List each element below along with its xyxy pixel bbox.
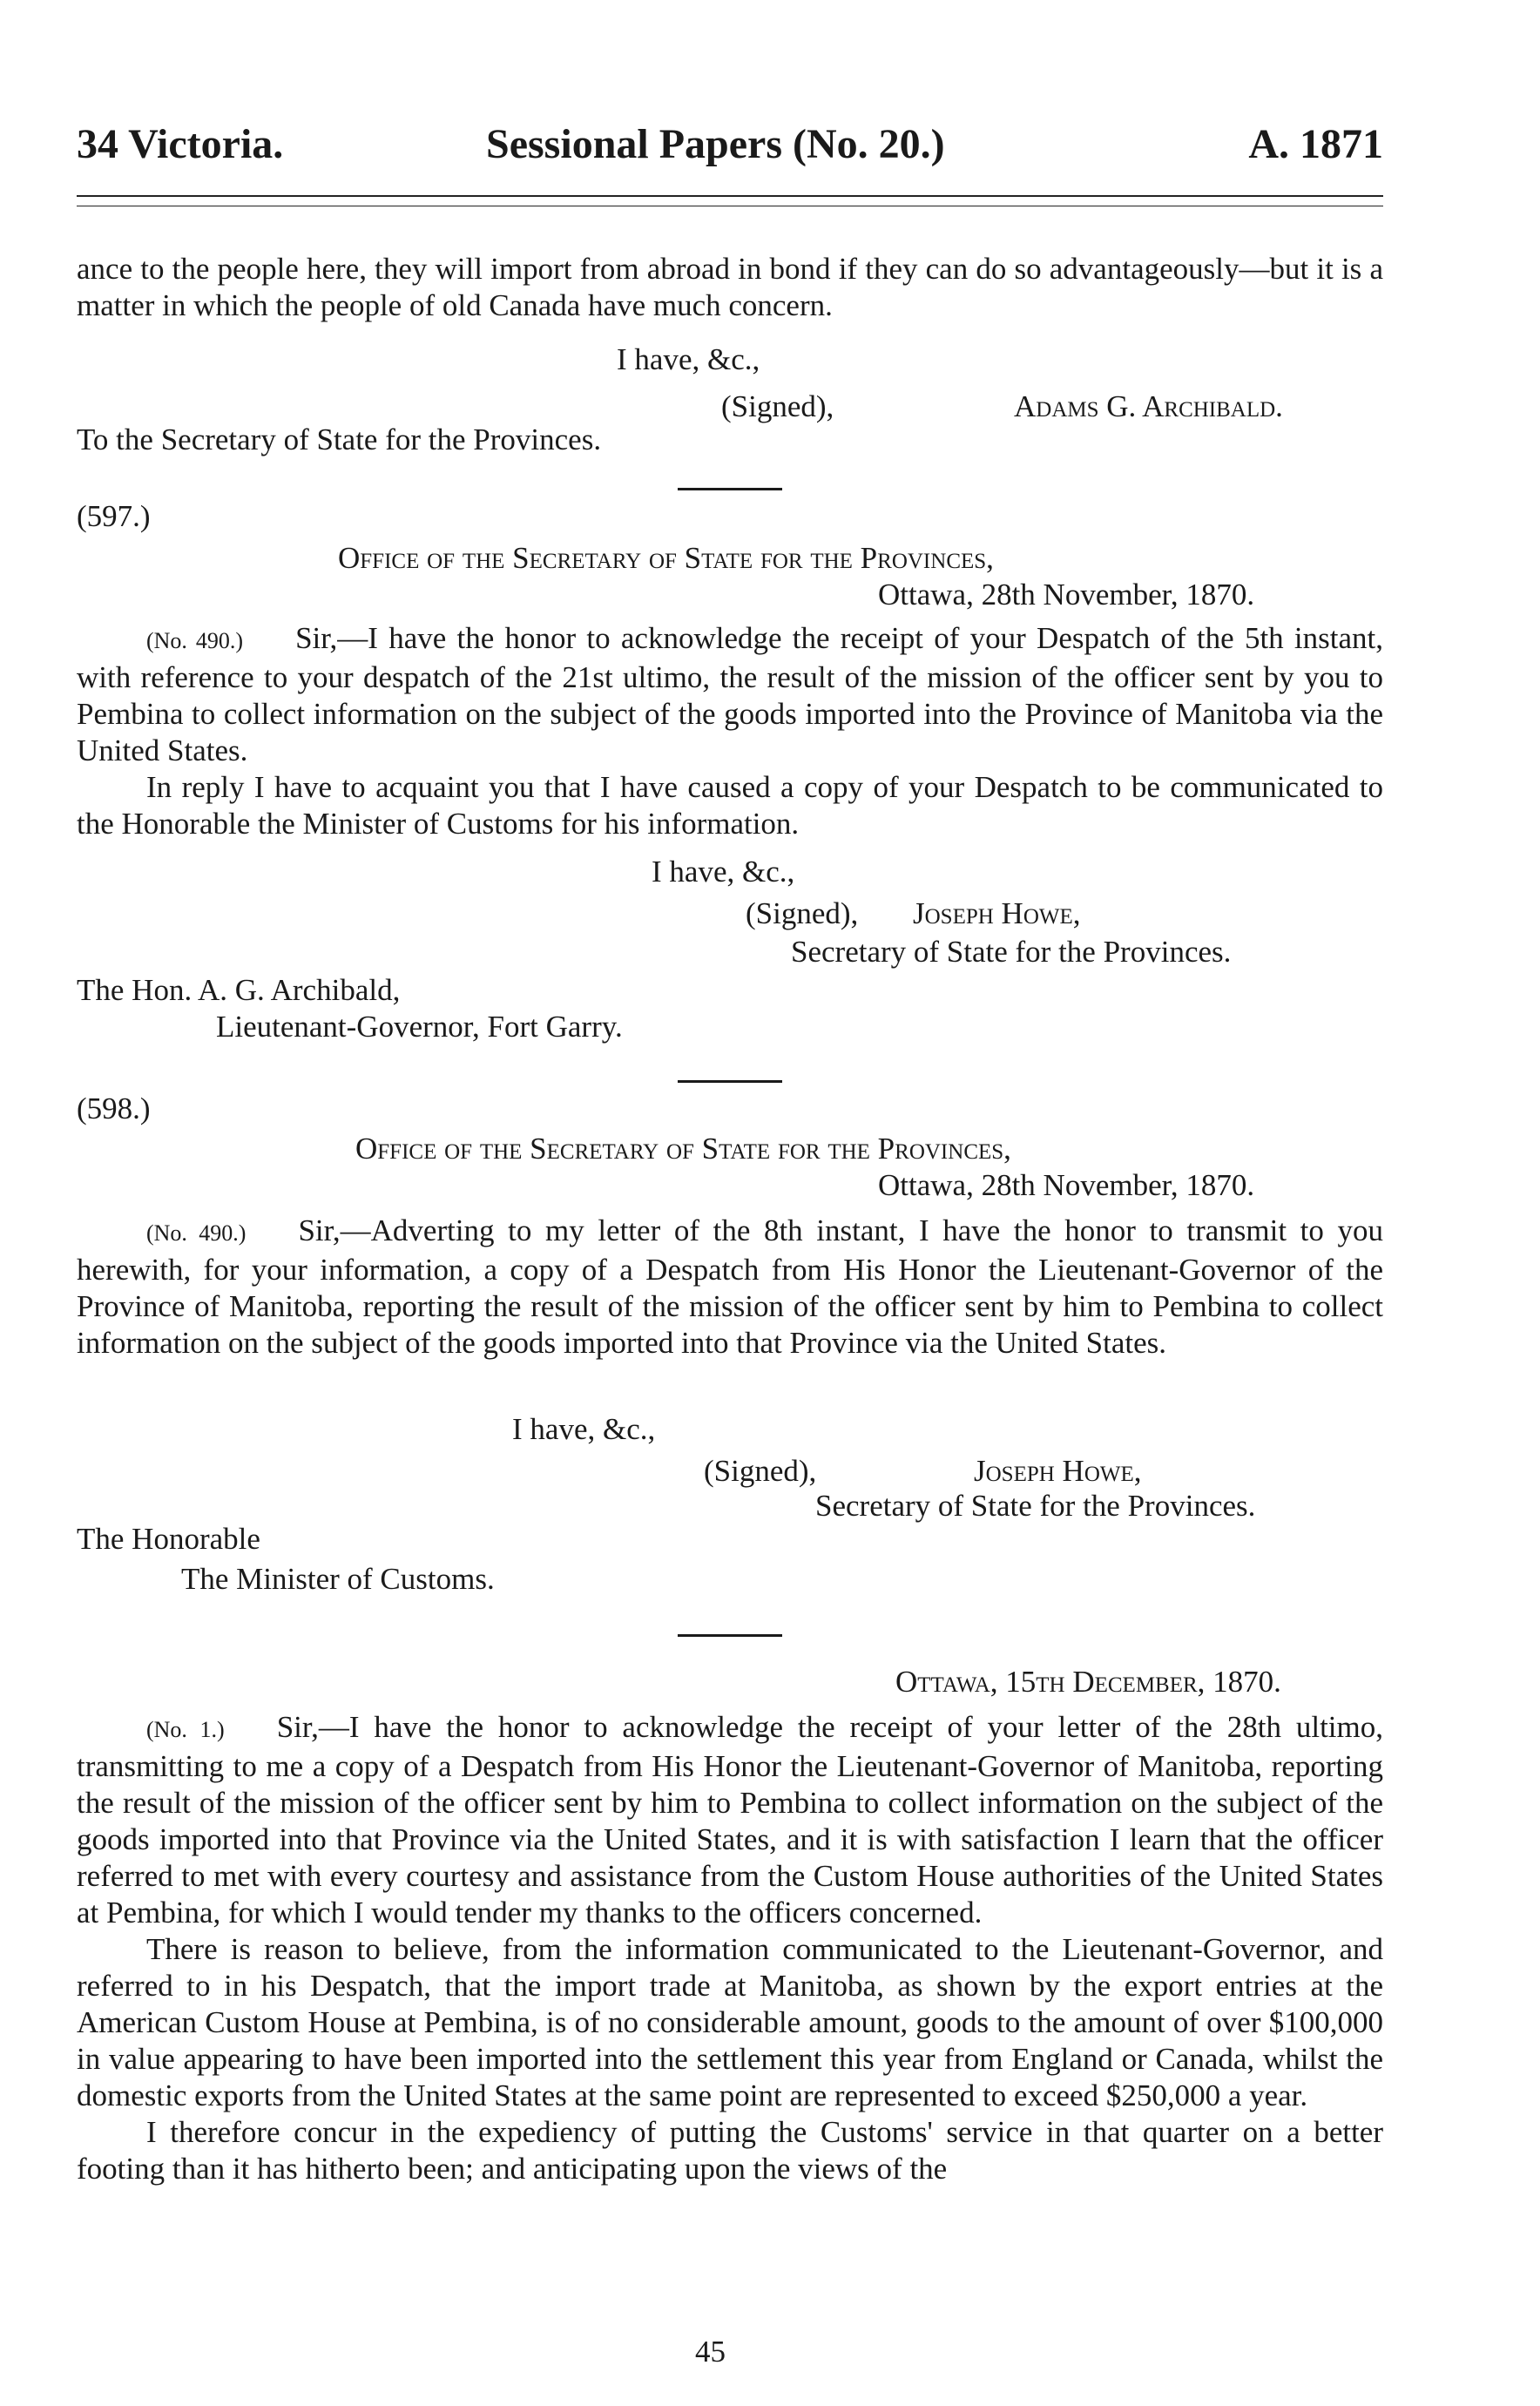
letter-3-para1: Sir,—I have the honor to acknowledge the receipt of your letter of the 28th ultimo, transmitting to me a copy of a Despatch from His Honor the Lieutenant-Governor of Manitoba, reporting the result of the mission of the officer sent by him to Pembina to collect information on the subject of the goods imported into that Province via the United States, and it is with satisfaction I learn that the officer referred to met with every courtesy and assistance from the Custom House authorities of the United States at Pembina, for which I would tender my thanks to the officers concerned. bbox=[77, 1710, 1384, 1930]
letter-598-body bbox=[77, 1213, 1383, 1362]
letter-598-signed: (Signed), bbox=[704, 1454, 817, 1488]
intro-signed: (Signed), bbox=[721, 389, 834, 423]
letter-598-number: (598.) bbox=[77, 1091, 151, 1125]
letter-597-body bbox=[77, 620, 1383, 842]
letter-597-place-date: Ottawa, 28th November, 1870. bbox=[878, 578, 1255, 612]
intro-paragraph-block bbox=[77, 251, 1383, 324]
letter-598-office: Office of the Secretary of State for the Provinces, bbox=[355, 1132, 1011, 1166]
letter-598-ref: (No. 490.) bbox=[146, 1220, 247, 1246]
letter-598-addressee-title: The Minister of Customs. bbox=[181, 1562, 495, 1596]
letter-598-place-date: Ottawa, 28th November, 1870. bbox=[878, 1168, 1255, 1202]
letter-598-addressee: The Honorable bbox=[77, 1522, 260, 1556]
letter-597-number: (597.) bbox=[77, 499, 151, 533]
document-page bbox=[77, 0, 1383, 2406]
letter-597-para2: In reply I have to acquaint you that I have caused a copy of your Despatch to be communicated to the Honorable the Minister of Customs for his information. bbox=[77, 770, 1383, 841]
intro-paragraph: ance to the people here, they will import from abroad in bond if they can do so advantageously—but it is a matter in which the people of old Canada have much concern. bbox=[77, 252, 1383, 322]
letter-597-addressee-title: Lieutenant-Governor, Fort Garry. bbox=[216, 1010, 623, 1044]
letter-3-para3: I therefore concur in the expediency of putting the Customs' service in that quarter on a better footing than it has hitherto been; and anticipating upon the views of the bbox=[77, 2115, 1383, 2186]
letter-597-signed: (Signed), bbox=[746, 896, 859, 930]
letter-3-ref: (No. 1.) bbox=[146, 1717, 225, 1742]
letter-598-signer-title: Secretary of State for the Provinces. bbox=[815, 1489, 1256, 1523]
separator-1 bbox=[678, 488, 782, 490]
letter-597-office: Office of the Secretary of State for the Provinces, bbox=[338, 541, 994, 575]
intro-i-have: I have, &c., bbox=[617, 342, 760, 376]
letter-598-signer: Joseph Howe, bbox=[974, 1454, 1142, 1488]
letter-598-para1: Sir,—Adverting to my letter of the 8th instant, I have the honor to transmit to you herewith, for your information, a copy of a Despatch from His Honor the Lieutenant-Governor of the Province of Manitoba, reporting the result of the mission of the officer sent by him to Pembina to collect information on the subject of the goods imported into that Province via the United States. bbox=[77, 1213, 1383, 1360]
letter-597-signer-title: Secretary of State for the Provinces. bbox=[791, 935, 1232, 969]
intro-signer: Adams G. Archibald. bbox=[1014, 389, 1283, 423]
header-session: 34 Victoria. bbox=[77, 121, 284, 167]
letter-3-body bbox=[77, 1709, 1383, 2187]
header-rule-top bbox=[77, 195, 1383, 197]
letter-597-i-have: I have, &c., bbox=[652, 855, 795, 889]
header-year: A. 1871 bbox=[1248, 121, 1383, 167]
header-title: Sessional Papers (No. 20.) bbox=[486, 121, 945, 167]
letter-597-ref: (No. 490.) bbox=[146, 628, 244, 653]
separator-3 bbox=[678, 1634, 782, 1637]
intro-addressee: To the Secretary of State for the Provinces. bbox=[77, 422, 602, 456]
separator-2 bbox=[678, 1080, 782, 1083]
letter-3-para2: There is reason to believe, from the information communicated to the Lieutenant-Governor, and referred to in his Despatch, that the import trade at Manitoba, as shown by the export entries at the American Custom House at Pembina, is of no considerable amount, goods to the amount of over $100,000 in value appearing to have been imported into the settlement this year from England or Canada, whilst the domestic exports from the United States at the same point are represented to exceed $250,000 a year. bbox=[77, 1932, 1383, 2112]
letter-597-addressee: The Hon. A. G. Archibald, bbox=[77, 973, 401, 1007]
letter-598-i-have: I have, &c., bbox=[512, 1412, 656, 1446]
letter-597-para1: Sir,—I have the honor to acknowledge the receipt of your Despatch of the 5th instant, with reference to your despatch of the 21st ultimo, the result of the mission of the officer sent by you to Pembina to collect information on the subject of the goods imported into the Province of Manitoba via the United States. bbox=[77, 621, 1383, 767]
letter-597-signer: Joseph Howe, bbox=[913, 896, 1081, 930]
page-header bbox=[77, 120, 1383, 181]
letter-3-place-date: Ottawa, 15th December, 1870. bbox=[895, 1665, 1281, 1699]
page-number: 45 bbox=[695, 2335, 726, 2369]
